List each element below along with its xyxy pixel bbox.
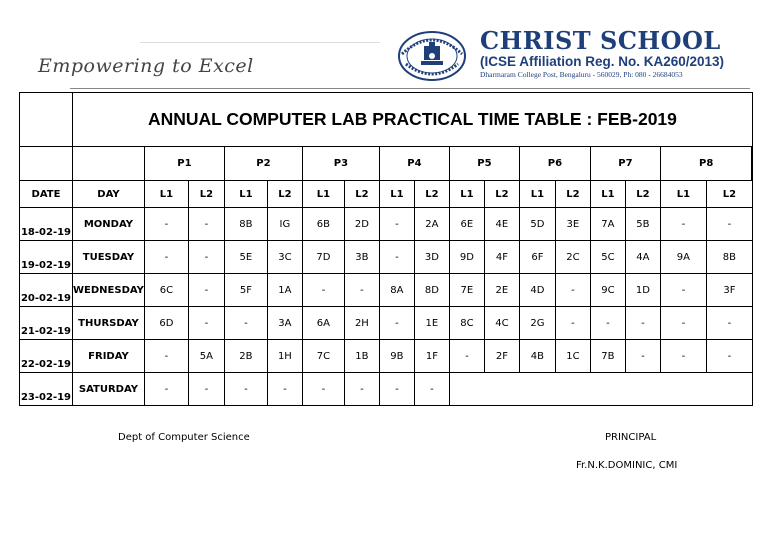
period-header: P1 [144,147,224,181]
day-cell: WEDNESDAY [73,274,145,307]
class-cell: - [414,373,449,406]
class-cell: 6E [449,208,484,241]
class-cell: IG [267,208,302,241]
class-cell: - [449,340,484,373]
table-row [20,274,753,307]
lab-header: L2 [414,181,449,208]
lab-header: L2 [267,181,302,208]
class-cell: 7B [590,340,625,373]
day-cell: MONDAY [73,208,145,241]
school-crest-logo [396,30,468,82]
class-cell: 2F [484,340,519,373]
table-row [20,208,753,241]
class-cell: 5D [519,208,555,241]
class-cell: - [144,373,188,406]
class-cell: - [625,340,660,373]
class-cell: 3A [267,307,302,340]
period-blank-cell-2 [73,147,145,181]
class-cell: - [188,208,224,241]
period-header-row [20,147,753,181]
date-cell: 20-02-19 [20,274,73,307]
class-cell: 5E [224,241,267,274]
class-cell: - [188,241,224,274]
lab-header: L1 [224,181,267,208]
class-cell: 3C [267,241,302,274]
date-cell: 19-02-19 [20,241,73,274]
class-cell: - [706,307,752,340]
class-cell: - [625,307,660,340]
title-row [20,93,753,147]
class-cell: - [267,373,302,406]
school-tagline: Empowering to Excel [38,55,254,77]
class-cell: - [224,373,267,406]
class-cell: - [660,307,706,340]
class-cell: - [188,307,224,340]
period-header: P3 [302,147,379,181]
lab-header: L2 [706,181,752,208]
class-cell: 1B [344,340,379,373]
period-header: P7 [590,147,660,181]
date-cell: 18-02-19 [20,208,73,241]
day-cell: FRIDAY [73,340,145,373]
class-cell: 1E [414,307,449,340]
class-cell: 2E [484,274,519,307]
class-cell: - [660,274,706,307]
class-cell: - [144,208,188,241]
principal-label: PRINCIPAL [605,432,657,443]
table-row [20,241,753,274]
title-blank-cell [20,93,73,147]
lab-header: L1 [144,181,188,208]
class-cell: 8B [706,241,752,274]
class-cell: - [660,208,706,241]
lab-header: L1 [302,181,344,208]
class-cell: 8D [414,274,449,307]
class-cell: 6D [144,307,188,340]
class-cell: 5C [590,241,625,274]
class-cell: - [302,274,344,307]
class-cell: - [224,307,267,340]
class-cell: 2H [344,307,379,340]
class-cell: - [379,373,414,406]
class-cell: 2D [344,208,379,241]
class-cell: 4F [484,241,519,274]
class-cell: - [555,307,590,340]
school-name: CHRIST SCHOOL [480,26,721,55]
class-cell: 6B [302,208,344,241]
class-cell: - [344,373,379,406]
class-cell: 6C [144,274,188,307]
document-header [0,0,768,92]
class-cell: 7E [449,274,484,307]
class-cell: 2G [519,307,555,340]
period-header: P8 [660,147,752,181]
period-blank-cell-1 [20,147,73,181]
header-faint-rule [140,42,380,43]
class-cell: - [188,274,224,307]
class-cell: - [379,241,414,274]
class-cell: 6A [302,307,344,340]
class-cell: 4B [519,340,555,373]
class-cell: 7C [302,340,344,373]
table-row [20,340,753,373]
lab-header-row [20,181,753,208]
period-header: P6 [519,147,590,181]
class-cell: - [660,340,706,373]
class-cell: 8C [449,307,484,340]
day-cell: SATURDAY [73,373,145,406]
class-cell: 1F [414,340,449,373]
class-cell: 1H [267,340,302,373]
timetable [19,92,753,406]
date-header: DATE [20,181,73,208]
class-cell: 8A [379,274,414,307]
date-cell: 21-02-19 [20,307,73,340]
period-header: P5 [449,147,519,181]
class-cell: 5F [224,274,267,307]
lab-header: L2 [188,181,224,208]
class-cell: - [706,208,752,241]
class-cell: 9D [449,241,484,274]
lab-header: L1 [519,181,555,208]
class-cell: 4D [519,274,555,307]
class-cell: 3F [706,274,752,307]
principal-name: Fr.N.K.DOMINIC, CMI [576,460,678,471]
class-cell: - [344,274,379,307]
period-header: P2 [224,147,302,181]
class-cell: 2A [414,208,449,241]
class-cell: - [188,373,224,406]
class-cell: 5A [188,340,224,373]
class-cell: - [144,241,188,274]
class-cell: 2C [555,241,590,274]
lab-header: L1 [590,181,625,208]
lab-header: L2 [625,181,660,208]
date-cell: 23-02-19 [20,373,73,406]
class-cell: 9B [379,340,414,373]
class-cell: 7A [590,208,625,241]
class-cell: 9A [660,241,706,274]
lab-header: L1 [379,181,414,208]
class-cell: 3D [414,241,449,274]
class-cell: 2B [224,340,267,373]
period-header: P4 [379,147,449,181]
class-cell: 1C [555,340,590,373]
day-cell: THURSDAY [73,307,145,340]
lab-header: L2 [344,181,379,208]
class-cell: 6F [519,241,555,274]
class-cell: 4E [484,208,519,241]
lab-header: L2 [484,181,519,208]
class-cell: - [706,340,752,373]
department-label: Dept of Computer Science [118,432,250,443]
class-cell: - [379,307,414,340]
empty-slot-cell [449,373,752,406]
header-rule [70,88,750,89]
day-cell: TUESDAY [73,241,145,274]
class-cell: 5B [625,208,660,241]
class-cell: 4A [625,241,660,274]
lab-header: L1 [449,181,484,208]
timetable-title: ANNUAL COMPUTER LAB PRACTICAL TIME TABLE : FEB-2019 [73,93,753,147]
class-cell: - [302,373,344,406]
class-cell: 8B [224,208,267,241]
table-row [20,373,753,406]
class-cell: 1A [267,274,302,307]
school-address: Dharmaram College Post, Bengaluru - 560029, Ph: 080 - 26684053 [480,70,683,79]
class-cell: 9C [590,274,625,307]
class-cell: - [144,340,188,373]
day-header: DAY [73,181,145,208]
class-cell: 4C [484,307,519,340]
class-cell: 1D [625,274,660,307]
class-cell: - [379,208,414,241]
class-cell: 7D [302,241,344,274]
class-cell: - [555,274,590,307]
lab-header: L2 [555,181,590,208]
school-affiliation: (ICSE Affiliation Reg. No. KA260/2013) [480,54,725,69]
lab-header: L1 [660,181,706,208]
class-cell: 3E [555,208,590,241]
table-row [20,307,753,340]
date-cell: 22-02-19 [20,340,73,373]
class-cell: 3B [344,241,379,274]
class-cell: - [590,307,625,340]
